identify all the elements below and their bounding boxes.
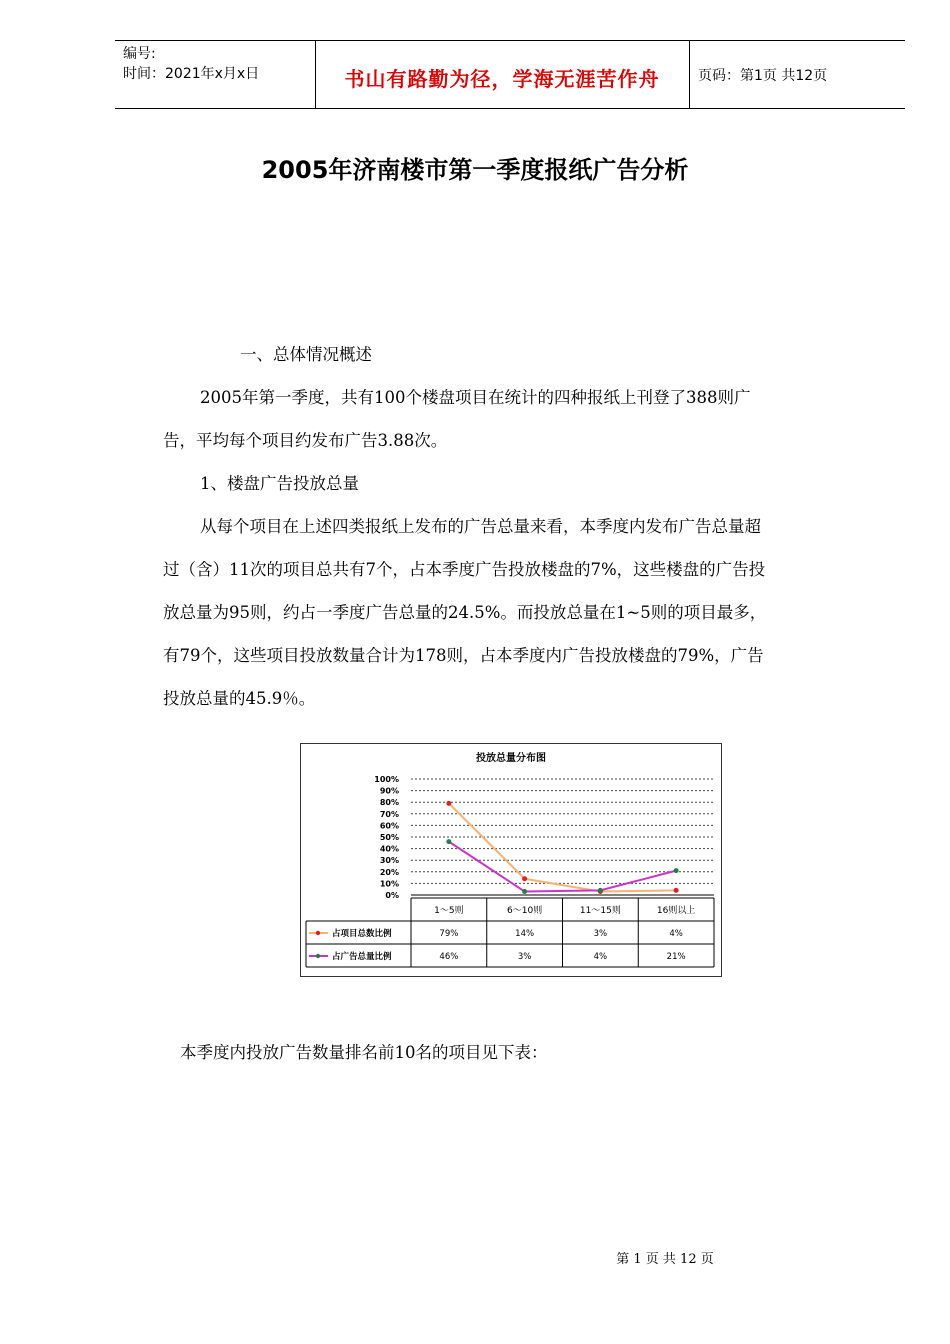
data-label: 21% xyxy=(666,952,686,962)
document-title: 2005年济南楼市第一季度报纸广告分析 xyxy=(261,156,689,184)
data-point xyxy=(674,888,679,893)
legend-label: 占广告总量比例 xyxy=(332,952,392,962)
page-header xyxy=(115,40,905,109)
section-heading: 一、总体情况概述 xyxy=(240,345,372,364)
subsection-heading: 1、楼盘广告投放总量 xyxy=(200,474,359,493)
y-tick-label: 90% xyxy=(379,786,399,796)
category-label: 11～15则 xyxy=(579,906,621,916)
serial-label: 编号: xyxy=(123,46,156,62)
legend-label: 占项目总数比例 xyxy=(332,929,392,939)
data-point xyxy=(598,888,603,893)
category-label: 16则以上 xyxy=(656,906,696,916)
chart-title: 投放总量分布图 xyxy=(476,753,546,764)
chart-svg xyxy=(301,744,721,976)
data-label: 4% xyxy=(669,929,683,939)
data-point xyxy=(446,839,451,844)
data-point xyxy=(674,868,679,873)
data-label: 3% xyxy=(517,952,532,962)
y-tick-label: 50% xyxy=(379,833,399,842)
paragraph-line: 有79个，这些项目投放数量合计为178则，占本季度内广告投放楼盘的79%，广告 xyxy=(163,646,764,665)
data-label: 46% xyxy=(439,952,459,962)
paragraph-line: 从每个项目在上述四类报纸上发布的广告总量来看，本季度内发布广告总量超 xyxy=(200,517,761,536)
page-number-label: 页码：第1页 共12页 xyxy=(698,68,828,84)
category-label: 1～5则 xyxy=(434,906,464,916)
data-point xyxy=(522,876,527,881)
header-right-cell xyxy=(690,41,905,108)
page-footer: 第 1 页 共 12 页 xyxy=(616,1252,714,1267)
y-tick-label: 80% xyxy=(379,798,399,808)
data-label: 3% xyxy=(593,929,608,939)
y-tick-label: 30% xyxy=(379,856,399,866)
paragraph-line: 投放总量的45.9％。 xyxy=(163,689,316,708)
y-tick-label: 20% xyxy=(379,867,399,877)
data-label: 14% xyxy=(515,929,535,939)
paragraph-line: 过（含）11次的项目总共有7个，占本季度广告投放楼盘的7%，这些楼盘的广告投 xyxy=(163,560,766,579)
data-label: 79% xyxy=(439,929,459,939)
y-tick-label: 70% xyxy=(379,809,399,819)
paragraph-line: 放总量为95则，约占一季度广告总量的24.5%。而投放总量在1~5则的项目最多， xyxy=(163,603,767,622)
y-tick-label: 100% xyxy=(374,775,399,784)
motto-text: 书山有路勤为径，学海无涯苦作舟 xyxy=(344,67,660,91)
paragraph-line: 告，平均每个项目约发布广告3.88次。 xyxy=(163,431,448,450)
time-label: 时间：2021年x月x日 xyxy=(123,66,260,82)
data-label: 4% xyxy=(593,952,608,962)
data-point xyxy=(446,801,451,806)
paragraph-line: 2005年第一季度，共有100个楼盘项目在统计的四种报纸上刊登了388则广 xyxy=(200,388,751,407)
category-label: 6～10则 xyxy=(507,906,543,916)
header-left-cell xyxy=(115,41,316,108)
legend-marker xyxy=(316,931,320,935)
header-motto-cell xyxy=(315,41,690,108)
y-tick-label: 0% xyxy=(385,891,399,900)
data-point xyxy=(522,889,527,894)
distribution-chart xyxy=(300,743,722,977)
series-line-1 xyxy=(449,803,676,891)
y-tick-label: 40% xyxy=(379,844,399,854)
y-tick-label: 10% xyxy=(379,879,399,889)
legend-marker xyxy=(316,954,320,958)
paragraph-line: 本季度内投放广告数量排名前10名的项目见下表： xyxy=(180,1043,548,1062)
series-line-2 xyxy=(449,842,676,892)
y-tick-label: 60% xyxy=(379,821,399,831)
